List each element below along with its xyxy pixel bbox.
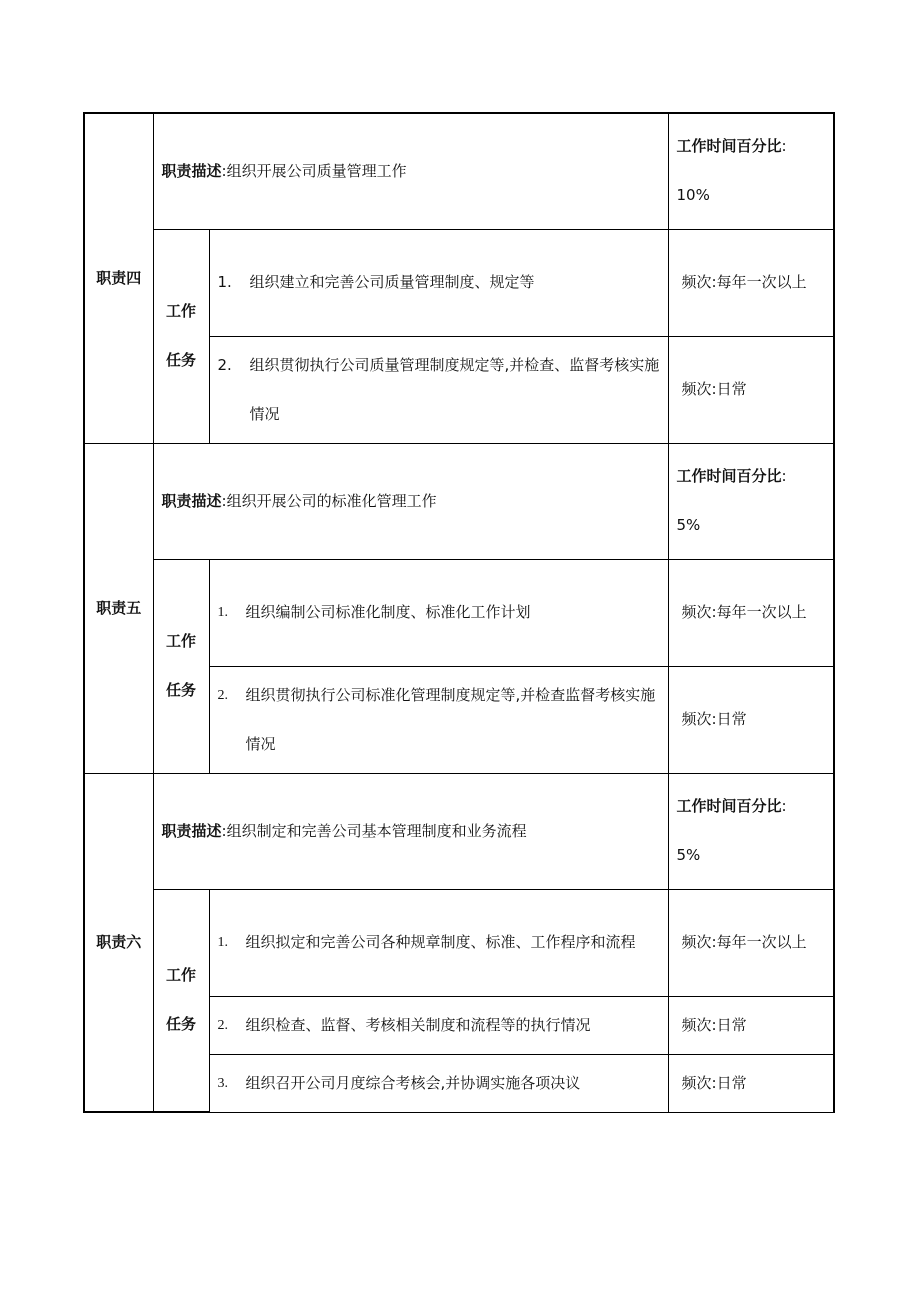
task-frequency: 频次:每年一次以上 [668, 889, 834, 996]
time-percent: 工作时间百分比: 5% [668, 443, 834, 559]
description-text: 组织开展公司质量管理工作 [226, 161, 407, 180]
task-text: 组织检查、监督、考核相关制度和流程等的执行情况 [245, 1015, 591, 1034]
task-row [84, 229, 834, 336]
pct-label: 工作时间百分比 [676, 137, 782, 156]
task-text: 组织建立和完善公司质量管理制度、规定等 [249, 273, 535, 291]
duty-name: 职责四 [84, 113, 153, 443]
task-item [209, 229, 668, 336]
duty-name: 职责五 [84, 443, 153, 773]
task-item [209, 336, 668, 443]
desc-label: 职责描述 [161, 491, 222, 510]
task-text: 组织编制公司标准化制度、标准化工作计划 [245, 603, 531, 621]
task-heading: 工作 任务 [153, 559, 209, 773]
pct-value: 5% [676, 846, 701, 864]
task-number: 1. [217, 273, 232, 291]
time-percent: 工作时间百分比: 5% [668, 773, 834, 889]
pct-label: 工作时间百分比 [676, 797, 782, 815]
task-item [209, 559, 668, 666]
duty-description: 职责描述:组织开展公司质量管理工作 [153, 113, 668, 229]
task-text: 组织贯彻执行公司质量管理制度规定等,并检查、监督考核实施情况 [249, 355, 660, 423]
task-text: 组织拟定和完善公司各种规章制度、标准、工作程序和流程 [245, 933, 636, 951]
task-item [209, 889, 668, 996]
task-number: 1. [217, 935, 228, 950]
task-frequency: 频次:日常 [668, 336, 834, 443]
task-item [209, 996, 668, 1054]
task-heading: 工作 任务 [153, 229, 209, 443]
task-heading: 工作 任务 [153, 889, 209, 1112]
task-frequency: 频次:每年一次以上 [668, 229, 834, 336]
duty-description: 职责描述:组织制定和完善公司基本管理制度和业务流程 [153, 773, 668, 889]
task-number: 2. [217, 355, 232, 374]
task-item [209, 1054, 668, 1112]
task-frequency: 频次:日常 [668, 666, 834, 773]
duty-desc-row [84, 113, 834, 229]
task-text: 组织贯彻执行公司标准化管理制度规定等,并检查监督考核实施情况 [245, 685, 656, 753]
task-frequency: 频次:日常 [668, 1054, 834, 1112]
duty-name: 职责六 [84, 773, 153, 1112]
time-percent: 工作时间百分比: 10% [668, 113, 834, 229]
description-text: 组织开展公司的标准化管理工作 [226, 491, 437, 510]
description-text: 组织制定和完善公司基本管理制度和业务流程 [226, 821, 527, 840]
pct-value: 10% [676, 186, 710, 205]
task-row [84, 559, 834, 666]
duty-description: 职责描述:组织开展公司的标准化管理工作 [153, 443, 668, 559]
desc-label: 职责描述 [161, 821, 222, 840]
desc-label: 职责描述 [161, 161, 222, 180]
task-item [209, 666, 668, 773]
duty-desc-row [84, 773, 834, 889]
pct-value: 5% [676, 516, 701, 534]
pct-label: 工作时间百分比 [676, 467, 782, 485]
task-number: 3. [217, 1075, 228, 1091]
task-text: 组织召开公司月度综合考核会,并协调实施各项决议 [245, 1073, 581, 1092]
task-number: 1. [217, 605, 228, 620]
duty-table [83, 112, 835, 1113]
task-row [84, 889, 834, 996]
task-frequency: 频次:日常 [668, 996, 834, 1054]
task-number: 2. [217, 687, 228, 703]
task-number: 2. [217, 1017, 228, 1033]
duty-desc-row [84, 443, 834, 559]
task-frequency: 频次:每年一次以上 [668, 559, 834, 666]
